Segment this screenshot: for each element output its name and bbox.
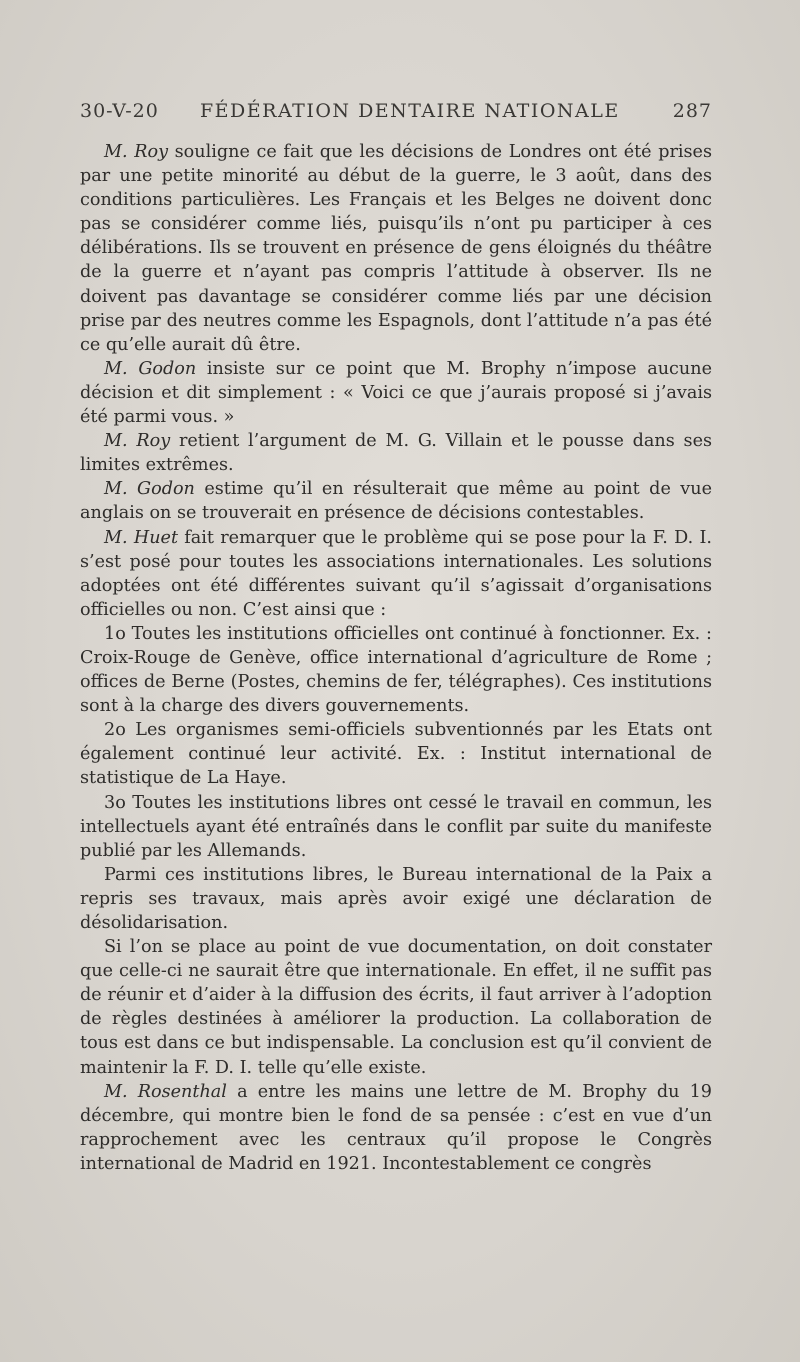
paragraph bbox=[80, 429, 712, 477]
speaker-name: M. Godon bbox=[104, 358, 197, 379]
paragraph bbox=[80, 863, 712, 935]
paragraph-text: estime qu’il en résulterait que même au point de vue anglais on se trouverait en présence de décisions contestables. bbox=[80, 479, 712, 524]
speaker-name: M. Huet bbox=[104, 527, 179, 548]
speaker-name: M. Rosenthal bbox=[104, 1081, 227, 1102]
page-number: 287 bbox=[672, 100, 712, 122]
paragraph-text: 1o Toutes les institutions officielles ont continué à fonctionner. Ex. : Croix-Rouge de Genève, office international d’agriculture de Rome ; offices de Berne (Postes, chemins de fer, télégraphes). Ces institutions sont à la charge des divers gouvernements. bbox=[80, 623, 712, 717]
paragraph bbox=[80, 140, 712, 357]
book-page bbox=[80, 100, 712, 1176]
speaker-name: M. Godon bbox=[104, 479, 195, 500]
running-header bbox=[80, 100, 712, 130]
session-date: 30-V-20 bbox=[80, 100, 159, 122]
paragraph bbox=[80, 477, 712, 525]
paragraph bbox=[80, 526, 712, 622]
paragraph-text: 3o Toutes les institutions libres ont cessé le travail en commun, les intellectuels ayant été entraînés dans le conflit par suite du manifeste publié par les Allemands. bbox=[80, 792, 712, 861]
paragraph bbox=[80, 935, 712, 1080]
list-paragraph bbox=[80, 622, 712, 718]
paragraph-text: Si l’on se place au point de vue documentation, on doit constater que celle-ci ne saurait être que internationale. En effet, il ne suffit pas de réunir et d’aider à la diffusion des écrits, il faut arriver à l’adoption de règles destinées à améliorer la production. La collaboration de tous est dans ce but indispensable. La conclusion est qu’il convient de maintenir la F. D. I. telle qu’elle existe. bbox=[80, 937, 712, 1078]
paragraph-text: souligne ce fait que les décisions de Londres ont été prises par une petite minorité au début de la guerre, le 3 août, dans des conditions particulières. Les Français et les Belges ne doivent donc pas se considérer comme liés, puisqu’ils n’ont pu participer à ces délibérations. Ils se trouvent en présence de gens éloignés du théâtre de la guerre et n’ayant pas compris l’attitude à observer. Ils ne doivent pas davantage se considérer comme liés par une décision prise par des neutres comme les Espagnols, dont l’attitude n’a pas été ce qu’elle aurait dû être. bbox=[80, 142, 712, 355]
paragraph bbox=[80, 1080, 712, 1176]
paragraph-text: retient l’argument de M. G. Villain et le pousse dans ses limites extrêmes. bbox=[80, 431, 713, 476]
body-text bbox=[80, 140, 712, 1176]
list-paragraph bbox=[80, 718, 712, 790]
paragraph-text: fait remarquer que le problème qui se pose pour la F. D. I. s’est posé pour toutes les associations internationales. Les solutions adoptées ont été différentes suivant qu’il s’agissait d’organisations officielles ou non. C’est ainsi que : bbox=[80, 527, 712, 620]
paragraph-text: insiste sur ce point que M. Brophy n’impose aucune décision et dit simplement : « Voici ce que j’aurais proposé si j’avais été parmi vous. » bbox=[80, 358, 712, 428]
paragraph bbox=[80, 357, 712, 429]
speaker-name: M. Roy bbox=[104, 142, 169, 162]
paragraph-text: Parmi ces institutions libres, le Bureau international de la Paix a repris ses travaux, mais après avoir exigé une déclaration de désolidarisation. bbox=[80, 864, 712, 933]
paragraph-text: 2o Les organismes semi-officiels subventionnés par les Etats ont également continué leur activité. Ex. : Institut international de statistique de La Haye. bbox=[80, 720, 712, 789]
list-paragraph bbox=[80, 791, 712, 863]
speaker-name: M. Roy bbox=[104, 431, 171, 452]
paragraph-text: a entre les mains une lettre de M. Brophy du 19 décembre, qui montre bien le fond de sa pensée : c’est en vue d’un rapprochement avec les centraux qu’il propose le Congrès international de Madrid en 1921. Incontestablement ce congrès bbox=[80, 1081, 712, 1174]
running-title: FÉDÉRATION DENTAIRE NATIONALE bbox=[200, 100, 620, 122]
